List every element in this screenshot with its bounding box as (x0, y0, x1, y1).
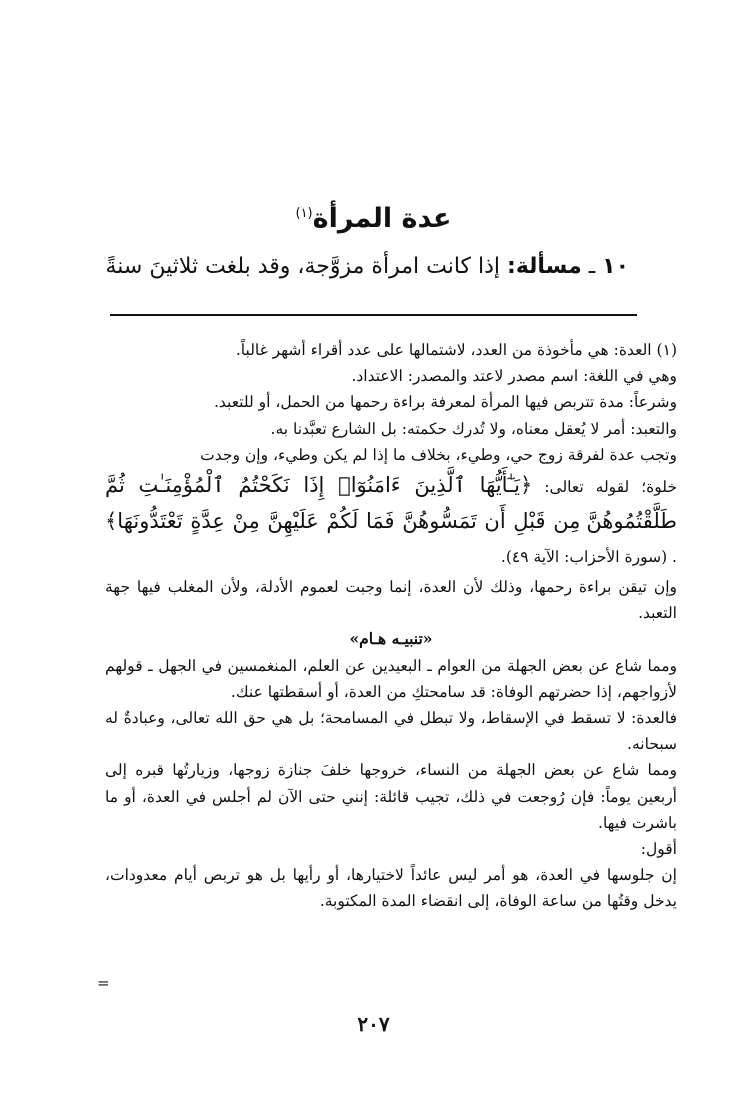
issue-number: ١٠ (602, 254, 629, 279)
footnote-marker: (١) (656, 341, 677, 359)
notice-title: «تنبيـه هـام» (349, 629, 433, 649)
notice-paragraph: ومما شاع عن بعض الجهلة من العوام ـ البعيدين عن العلم، المنغمسين في الجهل ـ قولهم لأزواجهم، إذا حضرتهم الوفاة: قد سامحتكِ من العدة، أو أسقطتها عنك. (105, 656, 677, 701)
issue-heading (105, 254, 629, 279)
notice-paragraph: أقول: (640, 840, 677, 859)
verse-reference: . (سورة الأحزاب: الآية ٤٩). (500, 548, 677, 567)
footnote-line: وتجب عدة لفرقة زوج حي، وطيء، بخلاف ما إذا لم يكن وطيء، وإن وجدت (200, 445, 677, 464)
footnote-line (105, 337, 677, 363)
footnote-line: وهي في اللغة: اسم مصدر لاعتد والمصدر: الاعتداد. (351, 367, 677, 386)
after-verse-text: وإن تيقن براءة رحمها، وذلك لأن العدة، إنما وجبت لعموم الأدلة، ولأن المغلب فيها جهة التعبد. (105, 578, 677, 623)
issue-label: مسألة: (507, 254, 582, 279)
chapter-title-text: عدة المرأة (312, 203, 452, 234)
quran-verse-part2: مِن قَبْلِ أَن تَمَسُّوهُنَّ فَمَا لَكُمْ عَلَيْهِنَّ مِنْ عِدَّةٍ تَعْتَدُّونَهَا﴾ (105, 509, 581, 534)
issue-dash: ـ (588, 254, 596, 279)
chapter-title (0, 203, 747, 234)
quran-verse-part1: ﴿يَـٰٓأَيُّهَا ٱلَّذِينَ ءَامَنُوٓا۟ إِذَا نَكَحْتُمُ ٱلْمُؤْمِنَـٰتِ ثُمَّ طَلَّقْتُمُوهُنَّ (105, 473, 677, 534)
footnote-separator (110, 314, 637, 316)
notice-paragraph: إن جلوسها في العدة، هو أمر ليس عائداً لاختيارها، أو رأيها بل هو تربص أيام معدودات، يدخل وقتُها من ساعة الوفاة، إلى انقضاء المدة المكتوبة. (105, 866, 677, 911)
footnote-block (105, 337, 677, 915)
footnote-line: وشرعاً: مدة تتربص فيها المرأة لمعرفة براءة رحمها من الحمل، أو للتعبد. (213, 393, 677, 412)
continuation-mark: = (97, 974, 110, 992)
notice-paragraph: فالعدة: لا تسقط في الإسقاط، ولا تبطل في المسامحة؛ بل هي حق الله تعالى، وعبادةٌ له سبحانه. (105, 709, 677, 754)
footnote-line: والتعبد: أمر لا يُعقل معناه، ولا تُدرك حكمته: بل الشارع تعبَّدنا به. (270, 419, 677, 438)
notice-paragraph: ومما شاع عن بعض الجهلة من النساء، خروجها خلفَ جنازة زوجها، وزيارتُها قبره إلى أربعين يوماً: فإن رُوجعت في ذلك، تجيب قائلة: إنني حتى الآن لم أجلس في العدة، أو ما باشرت فيها. (105, 761, 677, 832)
verse-paragraph (105, 468, 677, 574)
footnote-line-text: العدة: هي مأخوذة من العدد، لاشتمالها على عدد أقراء أشهر غالباً. (235, 341, 652, 359)
verse-intro: خلوة؛ لقوله تعالى: (544, 478, 677, 497)
issue-text: إذا كانت امرأة مزوَّجة، وقد بلغت ثلاثينَ سنةً (105, 254, 501, 279)
page-number: ٢٠٧ (357, 1012, 390, 1036)
footnote-reference: (١) (295, 206, 313, 221)
